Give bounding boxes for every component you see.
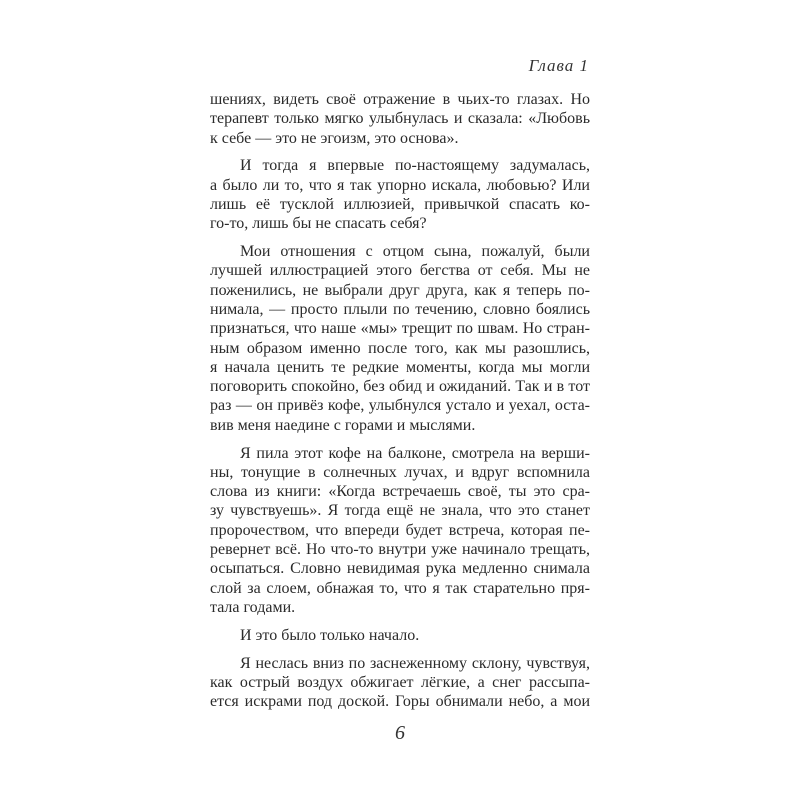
text-line: слой за слоем, обнажая то, что я так старательно пря- — [210, 579, 590, 597]
paragraph — [210, 90, 590, 148]
text-line: пророчеством, что впереди будет встреча, которая пе- — [210, 521, 590, 539]
text-line: терапевт только мягко улыбнулась и сказала: «Любовь — [210, 110, 590, 128]
text-line: тала годами. — [210, 598, 296, 616]
paragraph — [210, 626, 590, 645]
text-line: нимала, — просто плыли по течению, словно боялись — [210, 300, 590, 318]
text-line: осыпаться. Словно невидимая рука медленно снимала — [210, 560, 590, 578]
running-header-chapter: Глава 1 — [528, 56, 589, 75]
text-line: ется искрами под доской. Горы обнимали небо, а мои — [210, 693, 590, 711]
text-line: как острый воздух обжигает лёгкие, а снег рассыпа- — [210, 673, 590, 691]
page-number: 6 — [395, 722, 405, 744]
text-line: поговорить спокойно, без обид и ожиданий. Так и в тот — [210, 378, 590, 396]
text-line: Я пила этот кофе на балконе, смотрела на верши- — [240, 444, 590, 462]
body-text — [210, 90, 590, 720]
text-line: шениях, видеть своё отражение в чьих-то глазах. Но — [210, 91, 590, 108]
text-line: ревернет всё. Но что-то внутри уже начинало трещать, — [210, 541, 590, 559]
text-line: к себе — это не эгоизм, это основа». — [210, 129, 459, 147]
paragraph — [210, 444, 590, 618]
text-line: И это было только начало. — [240, 626, 420, 644]
text-line: слова из книги: «Когда встречаешь своё, ты это сра- — [210, 483, 590, 501]
text-line: ным образом именно после того, как мы разошлись, — [210, 339, 590, 357]
text-line: а было ли то, что я так упорно искала, любовью? Или — [210, 176, 590, 194]
text-line: И тогда я впервые по-настоящему задумалась, — [240, 157, 590, 175]
text-line: вив меня наедине с горами и мыслями. — [210, 416, 476, 434]
text-line: зу чувствуешь». Я тогда ещё не знала, что это станет — [210, 502, 590, 520]
text-line: Я неслась вниз по заснеженному склону, чувствуя, — [240, 654, 590, 672]
text-line: лучшей иллюстрацией этого бегства от себя. Мы не — [210, 262, 590, 280]
text-line: Мои отношения с отцом сына, пожалуй, были — [240, 243, 590, 261]
text-line: признаться, что наше «мы» трещит по швам. Но стран- — [210, 320, 590, 338]
text-line: я начала ценить те редкие моменты, когда мы могли — [210, 358, 590, 376]
paragraph — [210, 156, 590, 233]
paragraph — [210, 242, 590, 435]
text-line: го-то, лишь бы не спасать себя? — [210, 215, 427, 233]
paragraph — [210, 654, 590, 712]
text-line: ны, тонущие в солнечных лучах, и вдруг вспомнила — [210, 463, 590, 481]
text-line: поженились, не выбрали друг друга, как я теперь по- — [210, 281, 590, 299]
text-line: раз — он привёз кофе, улыбнулся устало и уехал, оста- — [210, 397, 590, 415]
text-line: лишь её тусклой иллюзией, привычкой спасать ко- — [210, 195, 590, 213]
